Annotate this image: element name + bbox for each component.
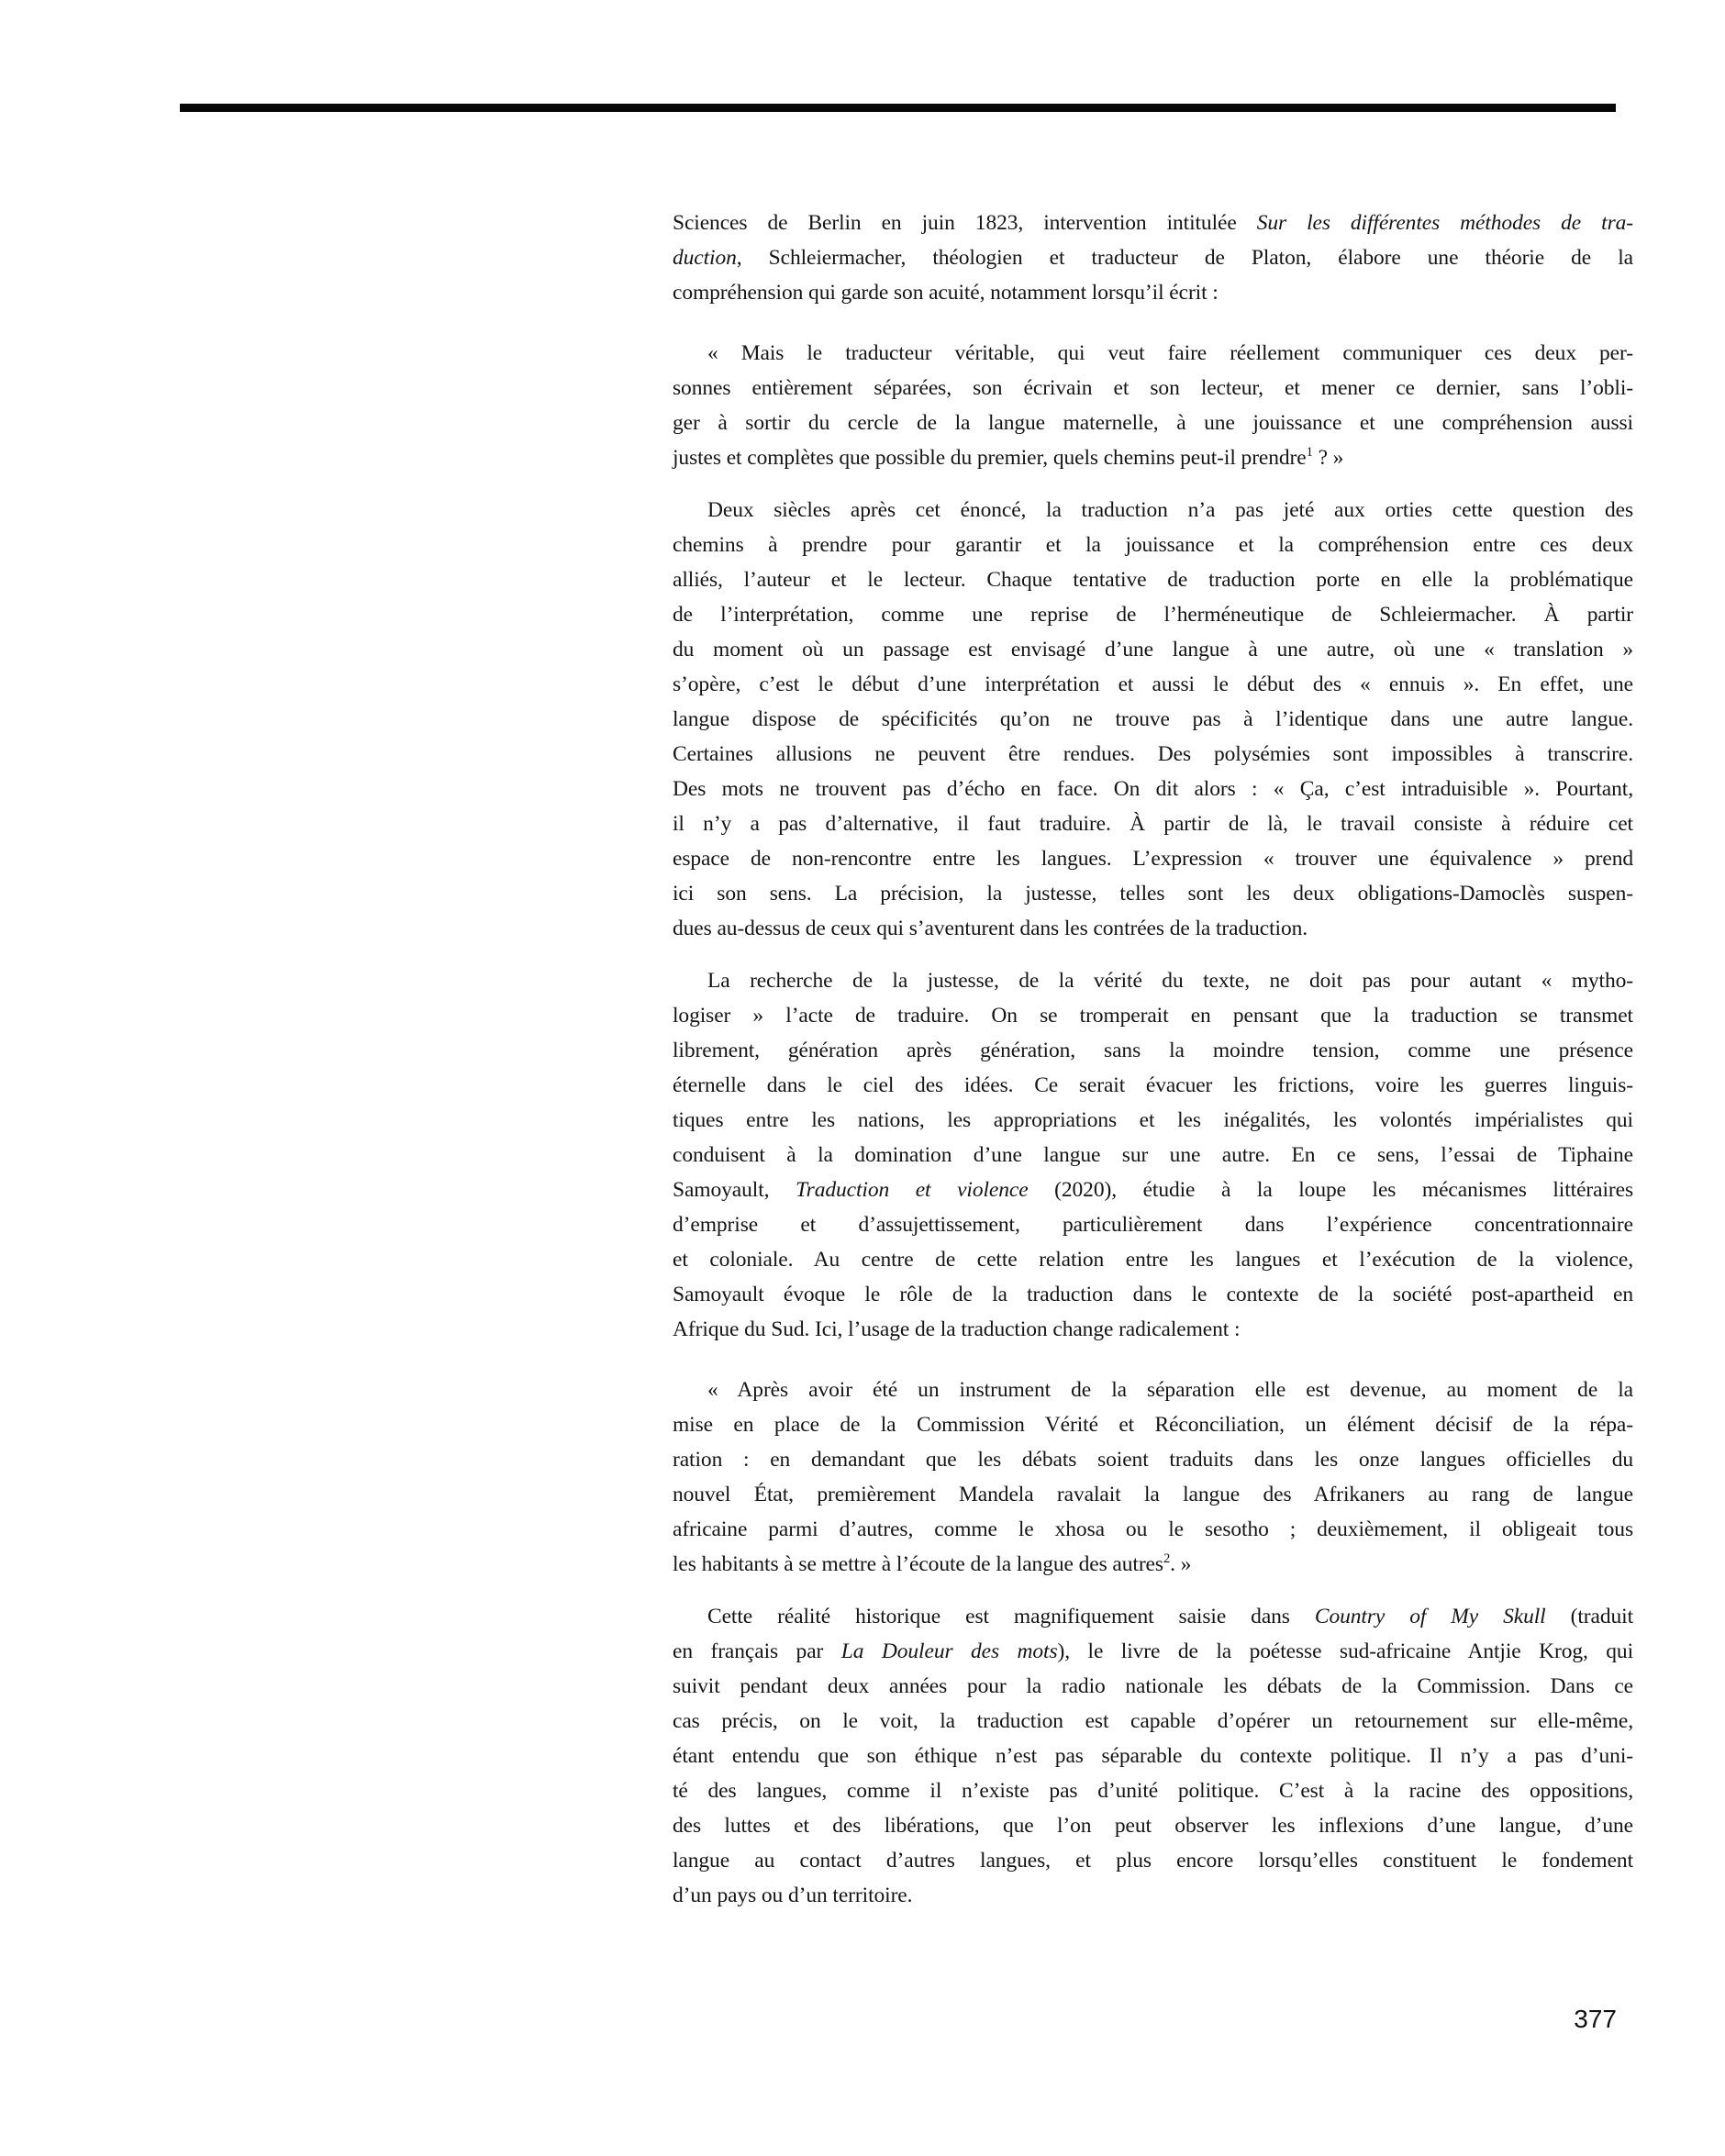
text-line: La recherche de la justesse, de la vérité du texte, ne doit pas pour autant « mytho- <box>707 969 1633 993</box>
text-line: Samoyault évoque le rôle de la traduction dans le contexte de la société post-apartheid en <box>673 1283 1633 1306</box>
text-line: alliés, l’auteur et le lecteur. Chaque tentative de traduction porte en elle la problématique <box>673 568 1633 592</box>
text-line: mise en place de la Commission Vérité et Réconciliation, un élément décisif de la répa- <box>673 1413 1633 1437</box>
text-line: Deux siècles après cet énoncé, la traduction n’a pas jeté aux orties cette question des <box>707 498 1633 522</box>
text-line: de l’interprétation, comme une reprise de l’herméneutique de Schleiermacher. À partir <box>673 603 1633 627</box>
text-line: chemins à prendre pour garantir et la jouissance et la compréhension entre ces deux <box>673 533 1633 557</box>
text-line: des luttes et des libérations, que l’on peut observer les inflexions d’une langue, d’une <box>673 1814 1633 1838</box>
text-line: cas précis, on le voit, la traduction est capable d’opérer un retournement sur elle-même, <box>673 1709 1633 1733</box>
text-line: logiser » l’acte de traduire. On se tromperait en pensant que la traduction se transmet <box>673 1004 1633 1028</box>
text-line: d’un pays ou d’un territoire. <box>673 1884 913 1907</box>
text-line: Samoyault, Traduction et violence (2020), étudie à la loupe les mécanismes littéraires <box>673 1178 1633 1202</box>
text-line: les habitants à se mettre à l’écoute de la langue des autres$^2$. » <box>673 1551 1192 1576</box>
text-line: Cette réalité historique est magnifiquement saisie dans Country of My Skull (traduit <box>707 1605 1634 1628</box>
text-line: ici son sens. La précision, la justesse, telles sont les deux obligations-Damoclès suspen- <box>673 882 1633 906</box>
page-number: 377 <box>1574 2005 1617 2033</box>
text-line: espace de non-rencontre entre les langues. L’expression « trouver une équivalence » prend <box>673 847 1633 871</box>
body-paragraph <box>673 1599 1633 1913</box>
text-line: tiques entre les nations, les appropriations et les inégalités, les volontés impérialistes qui <box>673 1108 1633 1132</box>
text-line: d’emprise et d’assujettissement, particulièrement dans l’expérience concentrationnaire <box>673 1213 1633 1237</box>
body-paragraph <box>673 963 1633 1347</box>
text-line: té des langues, comme il n’existe pas d’unité politique. C’est à la racine des oppositions, <box>673 1779 1633 1803</box>
text-line: ration : en demandant que les débats soient traduits dans les onze langues officielles du <box>673 1448 1633 1472</box>
text-line: ger à sortir du cercle de la langue maternelle, à une jouissance et une compréhension aussi <box>673 411 1633 435</box>
text-line: et coloniale. Au centre de cette relation entre les langues et l’exécution de la violence, <box>673 1248 1633 1272</box>
text-line: librement, génération après génération, sans la moindre tension, comme une présence <box>673 1039 1633 1062</box>
text-line: langue dispose de spécificités qu’on ne trouve pas à l’identique dans une autre langue. <box>673 707 1633 731</box>
body-paragraph <box>673 493 1633 946</box>
text-line: il n’y a pas d’alternative, il faut traduire. À partir de là, le travail consiste à réduire cet <box>673 812 1633 836</box>
text-line: Certaines allusions ne peuvent être rendues. Des polysémies sont impossibles à transcrire. <box>673 742 1633 766</box>
text-line: africaine parmi d’autres, comme le xhosa ou le sesotho ; deuxièmement, il obligeait tous <box>673 1517 1633 1541</box>
text-line: suivit pendant deux années pour la radio nationale les débats de la Commission. Dans ce <box>673 1674 1633 1698</box>
text-line: nouvel État, premièrement Mandela ravalait la langue des Afrikaners au rang de langue <box>673 1483 1633 1506</box>
chapter-rule <box>180 104 1616 112</box>
text-line: du moment où un passage est envisagé d’une langue à une autre, où une « translation » <box>673 638 1633 661</box>
text-line: Des mots ne trouvent pas d’écho en face. On dit alors : « Ça, c’est intraduisible ». Pourtant, <box>673 777 1633 801</box>
text-line: « Mais le traducteur véritable, qui veut faire réellement communiquer ces deux per- <box>707 341 1633 365</box>
text-line: conduisent à la domination d’une langue sur une autre. En ce sens, l’essai de Tiphaine <box>673 1143 1633 1167</box>
quote-paragraph <box>673 1373 1633 1582</box>
quote-paragraph <box>673 336 1633 475</box>
text-line: s’opère, c’est le début d’une interprétation et aussi le début des « ennuis ». En effet, une <box>673 672 1633 696</box>
body-paragraph <box>673 206 1633 310</box>
text-line: dues au-dessus de ceux qui s’aventurent dans les contrées de la traduction. <box>673 917 1308 940</box>
text-line: langue au contact d’autres langues, et plus encore lorsqu’elles constituent le fondement <box>673 1849 1633 1873</box>
text-line: éternelle dans le ciel des idées. Ce serait évacuer les frictions, voire les guerres linguis- <box>673 1073 1633 1097</box>
text-line: sonnes entièrement séparées, son écrivain et son lecteur, et mener ce dernier, sans l’obli- <box>673 376 1633 400</box>
text-line: Sciences de Berlin en juin 1823, intervention intitulée Sur les différentes méthodes de tra- <box>673 211 1633 235</box>
text-column <box>673 206 1633 1913</box>
text-line: étant entendu que son éthique n’est pas séparable du contexte politique. Il n’y a pas d’uni- <box>673 1744 1633 1768</box>
text-line: en français par La Douleur des mots), le livre de la poétesse sud-africaine Antjie Krog, qui <box>673 1639 1633 1663</box>
text-line: duction, Schleiermacher, théologien et traducteur de Platon, élabore une théorie de la <box>673 246 1633 270</box>
text-line: compréhension qui garde son acuité, notamment lorsqu’il écrit : <box>673 281 1219 305</box>
text-line: « Après avoir été un instrument de la séparation elle est devenue, au moment de la <box>707 1378 1633 1402</box>
text-line: Afrique du Sud. Ici, l’usage de la traduction change radicalement : <box>673 1317 1241 1341</box>
text-line: justes et complètes que possible du premier, quels chemins peut-il prendre$^1$ ? » <box>673 445 1344 470</box>
